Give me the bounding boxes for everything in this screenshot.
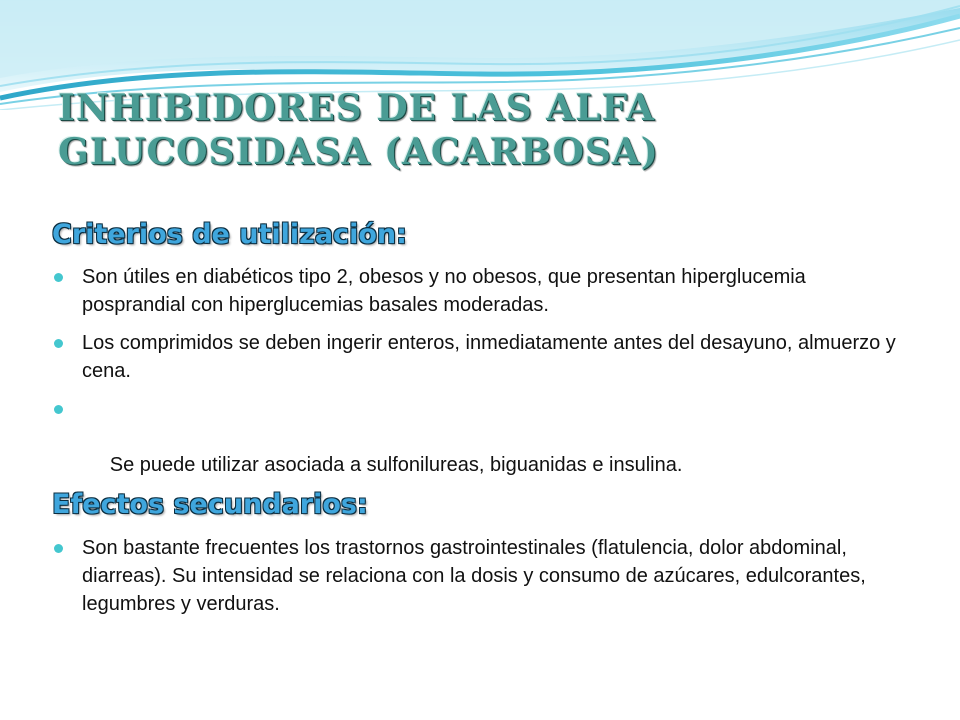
bullet-icon [54,273,63,282]
list-item-text: Se puede utilizar asociada a sulfonilureas, biguanidas e insulina. [104,454,683,476]
list-item-text: Son bastante frecuentes los trastornos gastrointestinales (flatulencia, dolor abdominal, diarreas). Su intensidad se relaciona con la dosis y consumo de azúcares, edulcorantes, legumbres y verduras. [82,537,866,615]
bullet-icon [54,339,63,348]
efectos-list [52,534,912,618]
criterios-list [52,263,912,507]
slide-title [58,86,918,174]
bullet-icon [54,405,63,414]
bullet-icon [54,544,63,553]
list-item-text: Los comprimidos se deben ingerir enteros, inmediatamente antes del desayuno, almuerzo y cena. [82,332,896,382]
list-item-text: Son útiles en diabéticos tipo 2, obesos y no obesos, que presentan hiperglucemia posprandial con hiperglucemias basales moderadas. [82,266,806,316]
slide-title-line1: INHIBIDORES DE LAS ALFA [58,87,655,129]
list-item [52,263,912,319]
criterios-heading: Criterios de utilización: [52,219,407,250]
efectos-heading: Efectos secundarios: [52,489,368,520]
slide-title-line2: GLUCOSIDASA (ACARBOSA) [58,131,659,173]
list-item [52,329,912,385]
list-item [52,534,912,618]
